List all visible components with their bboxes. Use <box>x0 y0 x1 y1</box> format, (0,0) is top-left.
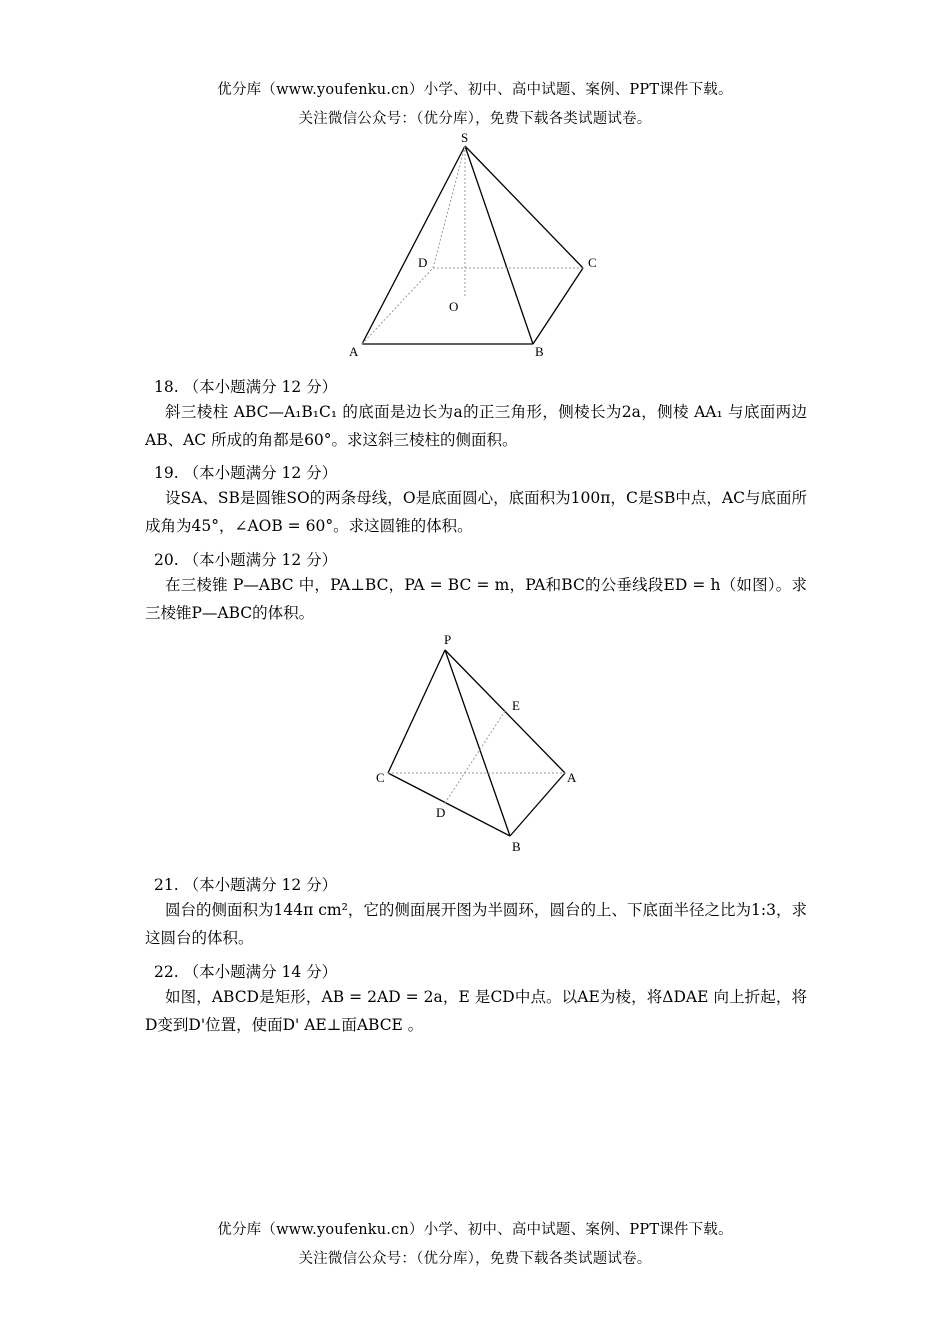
label-B: B <box>535 344 544 359</box>
label-D: D <box>436 805 446 820</box>
q18-title: 18. （本小题满分 12 分） <box>154 378 338 396</box>
q21-title: 21. （本小题满分 12 分） <box>154 876 338 894</box>
q18-text: 斜三棱柱 ABC—A₁B₁C₁ 的底面是边长为a的正三角形，侧棱长为2a，侧棱 AA₁ 与底面两边 AB、AC 所成的角都是60°。求这斜三棱柱的侧面积。 <box>145 403 807 449</box>
edge-BA <box>510 773 565 836</box>
q20-text: 在三棱锥 P—ABC 中，PA⊥BC，PA = BC = m，PA和BC的公垂线段ED = h（如图）。求三棱锥P—ABC的体积。 <box>145 576 807 622</box>
q19-text: 设SA、SB是圆锥SO的两条母线，O是底面圆心，底面积为100π，C是SB中点，AC与底面所成角为45°，∠AOB = 60°。求这圆锥的体积。 <box>145 489 807 535</box>
label-C: C <box>588 255 597 270</box>
edge-SB <box>465 146 533 344</box>
label-D: D <box>418 255 428 270</box>
label-S: S <box>461 130 469 145</box>
tetrahedron-figure <box>360 628 600 860</box>
label-A: A <box>567 770 577 785</box>
edge-SC <box>465 146 583 268</box>
segment-ED-hidden <box>445 711 505 803</box>
header-line-2: 关注微信公众号：（优分库），免费下载各类试题试卷。 <box>298 111 652 127</box>
q22-text: 如图，ABCD是矩形，AB = 2AD = 2a，E 是CD中点。以AE为棱，将ΔDAE 向上折起，将D变到D'位置，使面D' AE⊥面ABCE 。 <box>145 988 807 1034</box>
footer-line-2: 关注微信公众号：（优分库），免费下载各类试题试卷。 <box>298 1251 652 1267</box>
q22-title: 22. （本小题满分 14 分） <box>154 963 338 981</box>
footer-line-1: 优分库（www.youfenku.cn）小学、初中、高中试题、案例、PPT课件下载。 <box>217 1222 733 1238</box>
q19-title: 19. （本小题满分 12 分） <box>154 464 338 482</box>
edge-PC <box>388 650 445 773</box>
label-O: O <box>449 299 459 314</box>
pyramid-figure <box>330 128 630 368</box>
label-B: B <box>512 839 521 854</box>
edge-BC <box>533 268 583 344</box>
edge-SA <box>362 146 465 344</box>
edge-AD-hidden <box>362 268 433 344</box>
label-C: C <box>376 770 385 785</box>
label-P: P <box>444 632 452 647</box>
edge-SD-hidden <box>433 146 465 268</box>
q20-title: 20. （本小题满分 12 分） <box>154 551 338 569</box>
label-A: A <box>349 344 359 359</box>
header-line-1: 优分库（www.youfenku.cn）小学、初中、高中试题、案例、PPT课件下载。 <box>217 82 733 98</box>
q21-text: 圆台的侧面积为144π cm²，它的侧面展开图为半圆环，圆台的上、下底面半径之比为1:3，求这圆台的体积。 <box>145 901 807 947</box>
label-E: E <box>512 698 520 713</box>
